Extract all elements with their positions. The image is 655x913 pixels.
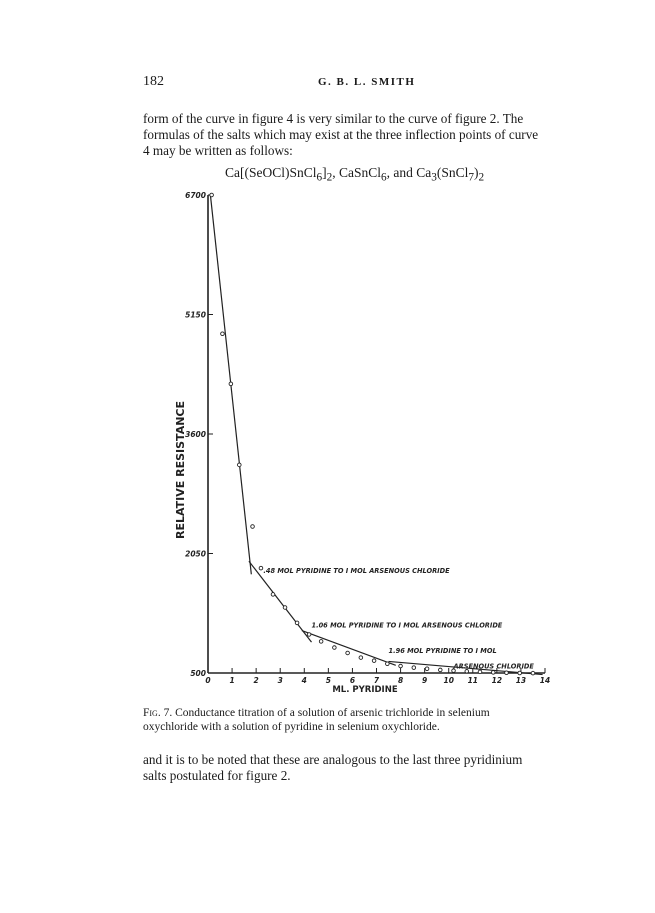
chart-annotation: 1.06 MOL PYRIDINE TO I MOL ARSENOUS CHLORIDE <box>311 621 503 630</box>
data-point <box>425 667 429 671</box>
data-point <box>210 193 214 197</box>
data-point <box>259 566 263 570</box>
data-point <box>505 671 509 675</box>
intro-line: formulas of the salts which may exist at the three inflection points of curve <box>143 127 539 142</box>
x-tick-label: 1 <box>229 676 235 685</box>
x-tick-label: 0 <box>205 676 211 685</box>
x-tick-label: 7 <box>373 676 380 685</box>
caption-line: oxychloride with a solution of pyridine in selenium oxychloride. <box>143 721 440 733</box>
data-point <box>251 525 255 529</box>
figure-caption <box>143 706 543 734</box>
closing-line: and it is to be noted that these are analogous to the last three pyridinium <box>143 752 523 767</box>
x-tick-label: 3 <box>277 676 283 685</box>
x-tick-label: 2 <box>253 676 259 685</box>
data-point <box>229 382 233 386</box>
chart-annotation: .48 MOL PYRIDINE TO I MOL ARSENOUS CHLORIDE <box>263 566 450 575</box>
x-tick-label: 4 <box>301 676 307 685</box>
chart-annotation: ARSENOUS CHLORIDE <box>453 662 534 671</box>
y-tick-label: 5150 <box>185 310 206 320</box>
y-axis-label: RELATIVE RESISTANCE <box>174 401 187 539</box>
data-point <box>531 671 535 675</box>
data-point <box>412 666 416 670</box>
intro-line: form of the curve in figure 4 is very similar to the curve of figure 2. The <box>143 111 524 126</box>
figure-7 <box>160 185 560 700</box>
closing-line: salts postulated for figure 2. <box>143 768 291 783</box>
salt-formulas: $Ca[(SeOCl)SnCl_6]_2$, CaSnCl$_6$, and $Ca_3(SnCl_7)_2$ <box>225 165 485 184</box>
data-point <box>372 659 376 663</box>
data-point <box>346 651 350 655</box>
caption-line: Conductance titration of a solution of arsenic trichloride in selenium <box>175 707 490 719</box>
data-point <box>221 332 225 336</box>
x-tick-label: 11 <box>467 676 479 685</box>
data-point <box>283 606 287 610</box>
conductance-chart <box>160 185 560 700</box>
y-tick-label: 6700 <box>185 191 206 200</box>
closing-paragraph <box>143 752 543 784</box>
x-tick-label: 14 <box>539 676 551 685</box>
data-point <box>271 593 275 597</box>
data-point <box>386 662 390 666</box>
y-tick-label: 3600 <box>185 430 206 439</box>
data-point <box>307 633 311 637</box>
data-point <box>491 671 495 675</box>
data-point <box>295 621 299 625</box>
running-head: G. B. L. SMITH <box>318 76 416 88</box>
data-point <box>319 640 323 644</box>
intro-line: 4 may be written as follows: <box>143 143 293 158</box>
y-tick-label: 500 <box>190 669 206 678</box>
x-tick-label: 10 <box>443 676 454 685</box>
chart-annotation: 1.96 MOL PYRIDINE TO I MOL <box>388 646 497 655</box>
data-point <box>478 670 482 674</box>
y-tick-label: 2050 <box>185 549 206 559</box>
x-tick-label: 9 <box>422 676 428 685</box>
x-tick-label: 13 <box>515 676 527 685</box>
data-point <box>359 656 363 660</box>
page-number: 182 <box>143 74 164 89</box>
intro-paragraph <box>143 111 543 159</box>
caption-label: Fig. 7. <box>143 707 173 719</box>
x-axis-label: ML. PYRIDINE <box>332 685 398 695</box>
x-tick-label: 8 <box>397 676 404 685</box>
x-tick-label: 12 <box>491 676 503 685</box>
data-point <box>333 646 337 650</box>
x-tick-label: 6 <box>349 676 356 685</box>
x-tick-label: 5 <box>325 676 331 685</box>
data-point <box>518 671 522 675</box>
data-point <box>438 668 442 672</box>
fit-line <box>302 631 396 666</box>
data-point <box>237 463 241 467</box>
data-point <box>399 664 403 668</box>
